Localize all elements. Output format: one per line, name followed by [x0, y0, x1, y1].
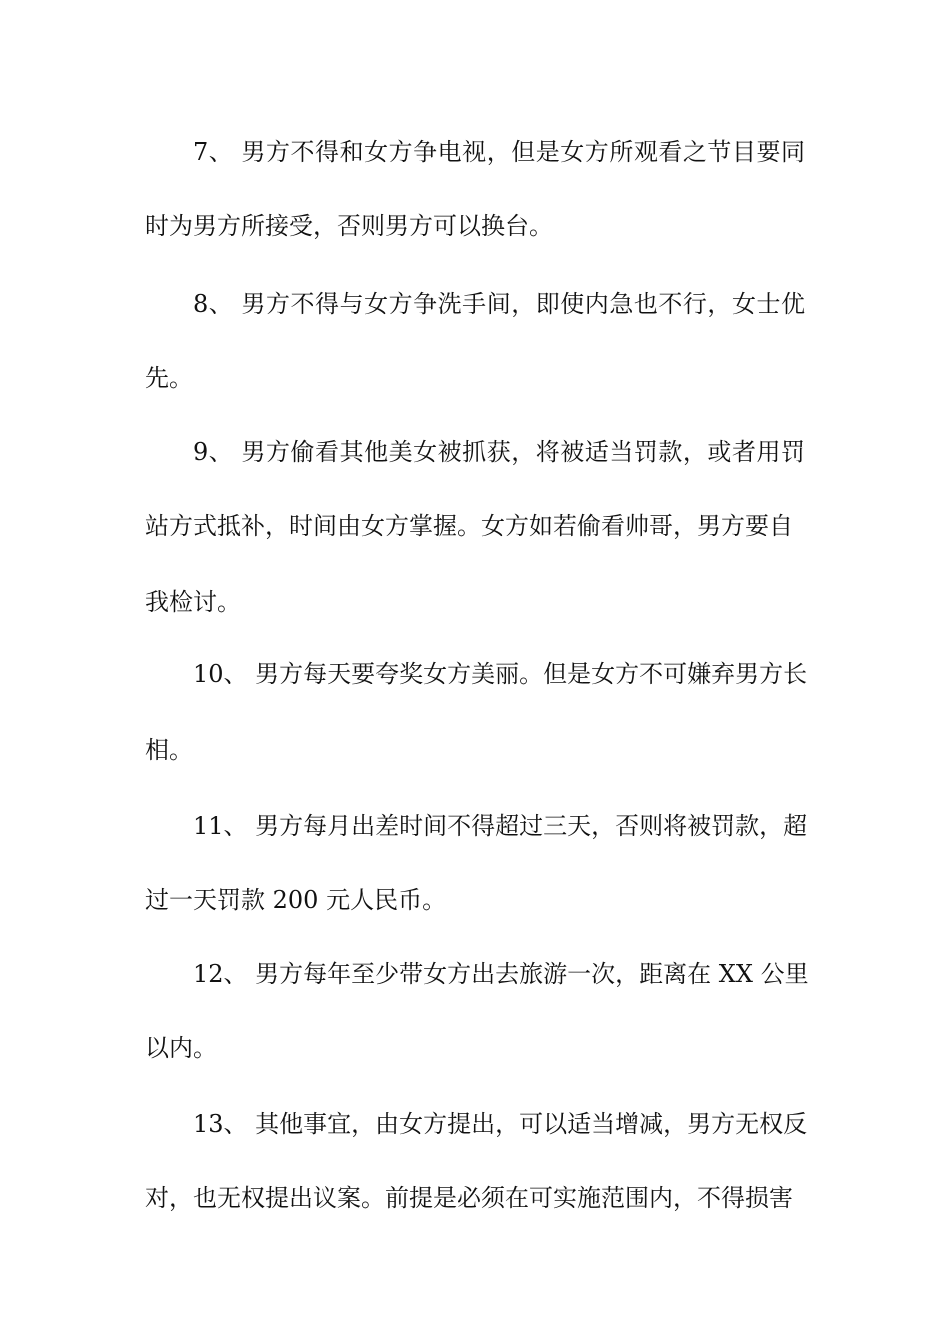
clause-7-line-1: 7、 男方不得和女方争电视，但是女方所观看之节目要同 [193, 138, 805, 166]
clause-13-line-2: 对，也无权提出议案。前提是必须在可实施范围内，不得损害 [145, 1184, 793, 1212]
clause-11-line-2: 过一天罚款 200 元人民币。 [145, 886, 447, 914]
clause-7-line-2: 时为男方所接受，否则男方可以换台。 [145, 212, 553, 240]
clause-13-line-1: 13、 其他事宜，由女方提出，可以适当增减，男方无权反 [193, 1110, 808, 1138]
clause-9-line-1: 9、 男方偷看其他美女被抓获，将被适当罚款，或者用罚 [193, 438, 805, 466]
clause-10-line-2: 相。 [145, 736, 193, 764]
clause-9-line-3: 我检讨。 [145, 588, 241, 616]
clause-12-line-1: 12、 男方每年至少带女方出去旅游一次，距离在 XX 公里 [193, 960, 809, 988]
clause-9-line-2: 站方式抵补，时间由女方掌握。女方如若偷看帅哥，男方要自 [145, 512, 793, 540]
clause-8-line-2: 先。 [145, 364, 193, 392]
clause-11-line-1: 11、 男方每月出差时间不得超过三天，否则将被罚款，超 [193, 812, 808, 840]
clause-10-line-1: 10、 男方每天要夸奖女方美丽。但是女方不可嫌弃男方长 [193, 660, 808, 688]
clause-12-line-2: 以内。 [145, 1034, 217, 1062]
clause-8-line-1: 8、 男方不得与女方争洗手间，即使内急也不行，女士优 [193, 290, 805, 318]
